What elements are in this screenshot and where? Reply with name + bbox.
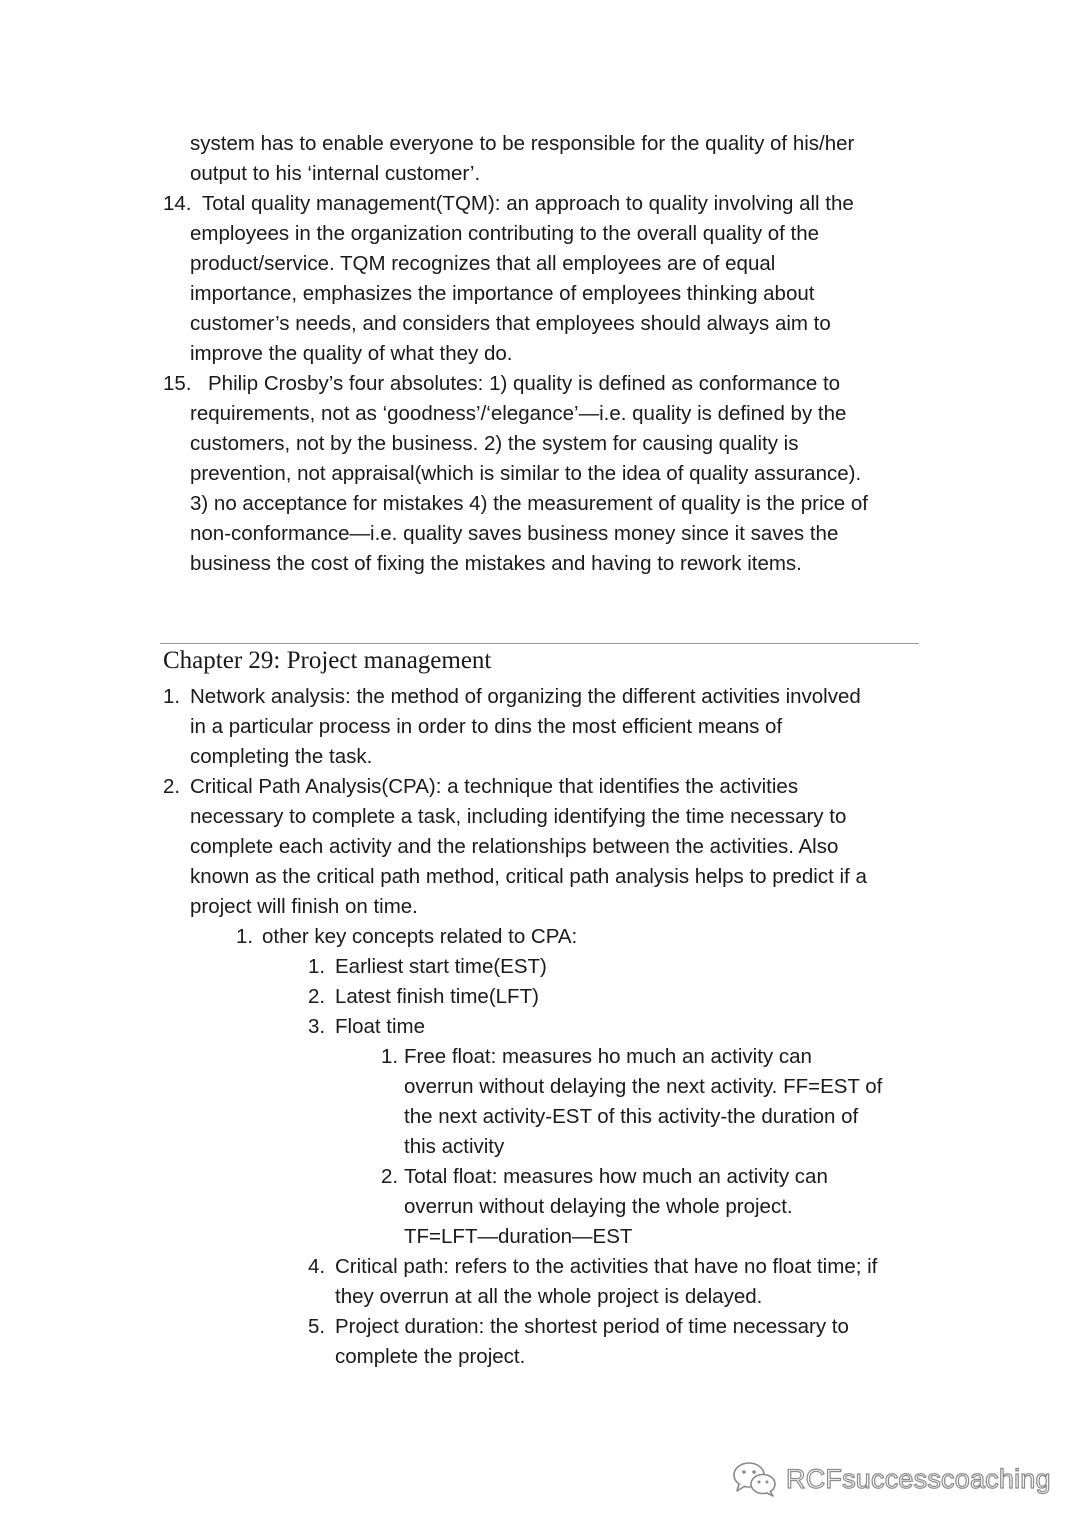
list-item-line: requirements, not as ‘goodness’/‘elegance’—i.e. quality is defined by the [190, 402, 847, 425]
float-item-line: the next activity-EST of this activity-the duration of [404, 1105, 859, 1128]
continuation-line: output to his ‘internal customer’. [190, 162, 481, 185]
list-item-line: employees in the organization contributing to the overall quality of the [190, 222, 820, 245]
continuation-line: system has to enable everyone to be responsible for the quality of his/her [190, 132, 855, 155]
watermark-text: RCFsuccesscoaching [786, 1463, 1051, 1494]
concept-number: 2. [308, 985, 326, 1008]
list-item-line: Network analysis: the method of organizing the different activities involved [190, 685, 861, 708]
list-item-line: project will finish on time. [190, 895, 418, 918]
concept-line: complete the project. [335, 1345, 526, 1368]
list-item-line: improve the quality of what they do. [190, 342, 513, 365]
list-item-line: prevention, not appraisal(which is similar to the idea of quality assurance). [190, 462, 862, 485]
float-item-line: overrun without delaying the next activity. FF=EST of [404, 1075, 883, 1098]
list-item-line: non-conformance—i.e. quality saves business money since it saves the [190, 522, 839, 545]
concept-number: 1. [308, 955, 326, 978]
list-item-line: necessary to complete a task, including identifying the time necessary to [190, 805, 847, 828]
list-item-line: business the cost of fixing the mistakes and having to rework items. [190, 552, 802, 575]
list-item-line: in a particular process in order to dins the most efficient means of [190, 715, 783, 738]
list-item-line: complete each activity and the relationships between the activities. Also [190, 835, 839, 858]
list-item-line: known as the critical path method, critical path analysis helps to predict if a [190, 865, 867, 888]
float-item-line: TF=LFT—duration—EST [404, 1225, 633, 1248]
sub-item-number: 1. [236, 925, 254, 948]
concept-line: Project duration: the shortest period of time necessary to [335, 1315, 849, 1338]
concept-line: Earliest start time(EST) [335, 955, 547, 978]
concept-number: 5. [308, 1315, 326, 1338]
concept-line: Float time [335, 1015, 425, 1038]
list-item-line: Critical Path Analysis(CPA): a technique that identifies the activities [190, 775, 799, 798]
list-item-line: 3) no acceptance for mistakes 4) the measurement of quality is the price of [190, 492, 868, 515]
list-item-line: Total quality management(TQM): an approach to quality involving all the [202, 192, 854, 215]
watermark [732, 1459, 1051, 1499]
list-item-number: 14. [163, 192, 192, 215]
list-item-line: Philip Crosby’s four absolutes: 1) quality is defined as conformance to [208, 372, 841, 395]
float-item-number: 1. [381, 1045, 399, 1068]
sub-item-line: other key concepts related to CPA: [262, 925, 578, 948]
list-item-number: 1. [163, 685, 181, 708]
concept-number: 3. [308, 1015, 326, 1038]
list-item-number: 15. [163, 372, 192, 395]
list-item-number: 2. [163, 775, 181, 798]
float-item-line: overrun without delaying the whole project. [404, 1195, 793, 1218]
list-item-line: importance, emphasizes the importance of employees thinking about [190, 282, 815, 305]
concept-number: 4. [308, 1255, 326, 1278]
wechat-icon [732, 1460, 778, 1498]
concept-line: they overrun at all the whole project is delayed. [335, 1285, 763, 1308]
float-item-line: Free float: measures ho much an activity can [404, 1045, 812, 1068]
float-item-line: this activity [404, 1135, 505, 1158]
list-item-line: product/service. TQM recognizes that all employees are of equal [190, 252, 776, 275]
concept-line: Latest finish time(LFT) [335, 985, 539, 1008]
list-item-line: customer’s needs, and considers that employees should always aim to [190, 312, 831, 335]
float-item-line: Total float: measures how much an activity can [404, 1165, 828, 1188]
list-item-line: completing the task. [190, 745, 373, 768]
float-item-number: 2. [381, 1165, 399, 1188]
chapter-heading: Chapter 29: Project management [163, 647, 492, 674]
list-item-line: customers, not by the business. 2) the system for causing quality is [190, 432, 799, 455]
concept-line: Critical path: refers to the activities that have no float time; if [335, 1255, 878, 1278]
